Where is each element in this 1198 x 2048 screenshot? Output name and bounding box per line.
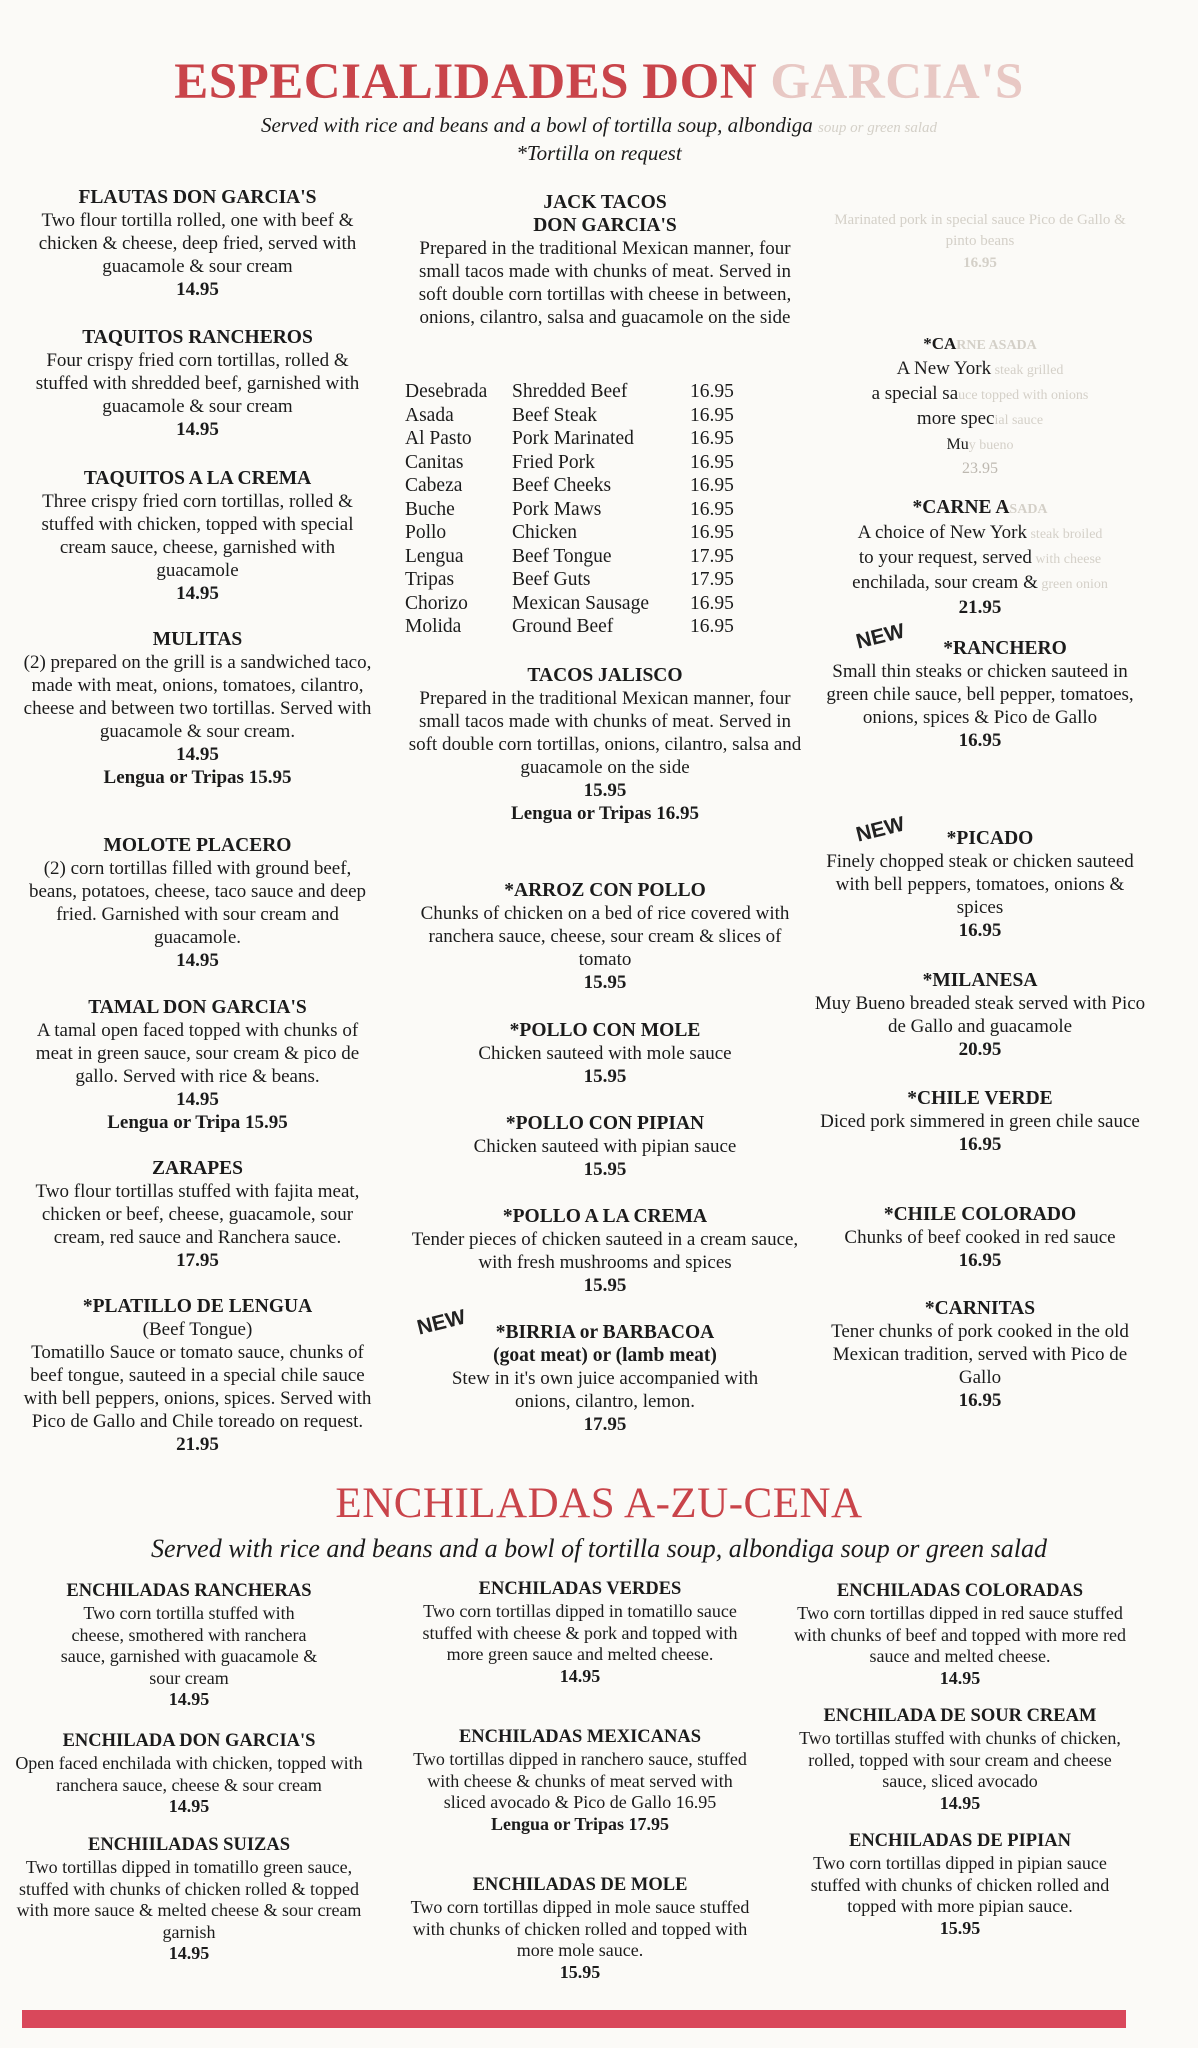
item-extra-price: Lengua or Tripas 15.95 [103, 767, 292, 788]
menu-item-pollo-con-pipian [405, 1112, 805, 1181]
item-price: 16.95 [958, 730, 1002, 751]
item-name: MULITAS [152, 629, 243, 650]
menu-item-ranchero [820, 637, 1140, 752]
item-name: TAQUITOS RANCHEROS [82, 327, 313, 348]
item-desc: Tomatillo Sauce or tomato sauce, chunks of beef tongue, sauteed in a special chile sauce with bell peppers, onions, spices. Served with Pico de Gallo and Chile toreado on request. [23, 1342, 372, 1432]
desc3-a: enchilada, sour cream & [852, 572, 1038, 593]
enchilada-de-mole [405, 1874, 755, 1983]
taco-price: 16.95 [690, 428, 734, 449]
item-name: ENCHILADAS COLORADAS [836, 1581, 1084, 1601]
taco-price: 16.95 [690, 498, 734, 520]
item-desc: Chunks of chicken on a bed of rice covered with ranchera sauce, cheese, sour cream & slices of tomato [420, 903, 790, 970]
item-price: 17.95 [176, 1250, 219, 1271]
item-name: ENCHILADA DE SOUR CREAM [823, 1706, 1097, 1726]
item-desc-line1 [820, 521, 1140, 546]
desc-b: steak grilled [991, 363, 1064, 378]
item-desc: Muy Bueno breaded steak served with Pico de Gallo and guacamole [814, 993, 1146, 1037]
item-name [820, 332, 1140, 357]
taco-row [405, 475, 750, 499]
item-price: 14.95 [176, 279, 219, 300]
enchilada-don-garcias [8, 1730, 370, 1818]
item-name: ENCHILADAS DE MOLE [472, 1875, 688, 1895]
item-name-2: DON GARCIA'S [533, 215, 677, 236]
menu-item-tacos-jalisco [405, 664, 805, 825]
enchilada-rancheras [8, 1580, 370, 1711]
menu-item-picado [820, 827, 1140, 942]
item-name: ENCHILADA DON GARCIA'S [62, 1731, 316, 1751]
menu-item-molote [20, 834, 375, 972]
taco-row [405, 452, 750, 476]
title-main: ESPECIALIDADES DON [174, 54, 771, 110]
new-badge: NEW [853, 619, 907, 654]
enchilada-sour-cream [790, 1705, 1130, 1814]
taco-row [405, 499, 750, 523]
menu-item-platillo-lengua [20, 1295, 375, 1456]
taco-spanish-name: Canitas [405, 451, 464, 473]
desc4-a: Mu [946, 436, 969, 453]
item-desc: Prepared in the traditional Mexican manner, four small tacos made with chunks of meat. Served in soft double corn tortillas with cheese in between, onions, cilantro, salsa and guacamole on the side [418, 238, 792, 328]
taco-spanish-name: Buche [405, 498, 455, 520]
item-name: ENCHIILADAS SUIZAS [87, 1835, 291, 1855]
menu-item-zarapes [20, 1157, 375, 1272]
item-desc: Chicken sauteed with mole sauce [478, 1043, 732, 1064]
taco-spanish-name: Chorizo [405, 592, 468, 614]
bottom-red-bar [22, 2010, 1126, 2028]
item-price: 17.95 [583, 1414, 627, 1435]
new-badge: NEW [414, 1305, 468, 1340]
item-name: *POLLO CON MOLE [509, 1020, 701, 1041]
enchilada-de-pipian [790, 1830, 1130, 1939]
desc2-a: to your request, served [858, 547, 1032, 568]
item-desc-line2 [820, 546, 1140, 571]
subtitle-main: Served with rice and beans and a bowl of tortilla soup, albondiga [260, 113, 819, 137]
item-desc-line4 [820, 432, 1140, 457]
enchiladas-title: ENCHILADAS A-ZU-CENA [335, 1480, 863, 1527]
taco-row [405, 593, 750, 617]
item-desc-line3 [820, 407, 1140, 432]
item-price: 14.95 [168, 1796, 210, 1816]
desc3-b: ial sauce [994, 413, 1044, 428]
item-desc: Stew in it's own juice accompanied with onions, cilantro, lemon. [451, 1368, 759, 1412]
taco-price: 17.95 [690, 569, 734, 590]
item-price: 15.95 [583, 972, 627, 993]
item-name: *CARNITAS [924, 1298, 1036, 1319]
taco-english-name: Fried Pork [512, 451, 595, 473]
menu-item-pollo-con-mole [405, 1019, 805, 1088]
item-price: 16.95 [958, 1390, 1002, 1411]
menu-item-chile-colorado [815, 1203, 1145, 1272]
item-desc: Two tortillas stuffed with chunks of chicken, rolled, topped with sour cream and cheese sauce, sliced avocado [799, 1728, 1121, 1791]
item-desc: Tener chunks of pork cooked in the old Mexican tradition, served with Pico de Gallo [831, 1321, 1129, 1388]
item-name: *POLLO CON PIPIAN [505, 1113, 705, 1134]
subtitle-faded: soup or green salad [818, 120, 938, 136]
item-price: 14.95 [176, 583, 219, 604]
item-price: 15.95 [939, 1917, 981, 1938]
item-name: *ARROZ CON POLLO [504, 880, 706, 901]
jack-tacos-table [405, 381, 750, 640]
enchilada-mexicanas [405, 1726, 755, 1835]
taco-price: 16.95 [690, 475, 734, 496]
taco-english-name: Pork Marinated [512, 428, 634, 449]
item-price: 16.95 [958, 1250, 1002, 1271]
menu-item-arroz-con-pollo [405, 879, 805, 994]
item-price: 14.95 [939, 1792, 981, 1813]
item-name [820, 496, 1140, 521]
item-sub: (goat meat) or (lamb meat) [493, 1345, 717, 1366]
item-desc: Tender pieces of chicken sauteed in a cream sauce, with fresh mushrooms and spices [411, 1229, 799, 1273]
item-price: 14.95 [168, 1943, 210, 1963]
taco-spanish-name: Al Pasto [405, 428, 472, 449]
item-name: FLAUTAS DON GARCIA'S [78, 187, 317, 208]
menu-item-milanesa [810, 969, 1150, 1061]
menu-item-carne-asada-ny [820, 332, 1140, 480]
item-name: *CHILE COLORADO [883, 1204, 1077, 1225]
item-name: ENCHILADAS VERDES [478, 1579, 682, 1599]
taco-price: 16.95 [690, 522, 734, 543]
item-name-b: SADA [1009, 502, 1048, 517]
item-name: TAQUITOS A LA CREMA [83, 468, 312, 489]
menu-item-carnitas [820, 1297, 1140, 1412]
item-price: 15.95 [583, 1159, 627, 1180]
item-desc: Four crispy fried corn tortillas, rolled & stuffed with shredded beef, garnished with guacamole & sour cream [35, 350, 360, 417]
menu-item-birria [405, 1321, 805, 1436]
taco-english-name: Beef Guts [512, 569, 591, 590]
taco-spanish-name: Asada [405, 404, 454, 426]
item-sub: (Beef Tongue) [142, 1319, 253, 1340]
item-desc: Two corn tortillas dipped in red sauce stuffed with chunks of beef and topped with more red sauce and melted cheese. [794, 1603, 1126, 1666]
menu-item-tamal [20, 996, 375, 1134]
title-faded: GARCIA'S [770, 54, 1024, 110]
desc2-b: uce topped with onions [958, 388, 1089, 403]
item-name: ENCHILADAS RANCHERAS [66, 1581, 312, 1601]
item-price: 14.95 [176, 744, 219, 765]
item-name: JACK TACOS [543, 192, 667, 213]
item-desc: A tamal open faced topped with chunks of meat in green sauce, sour cream & pico de gallo. Served with rice & beans. [35, 1020, 360, 1087]
item-price: 21.95 [958, 597, 1002, 618]
taco-spanish-name: Tripas [405, 569, 455, 590]
item-price: 14.95 [168, 1689, 210, 1709]
item-name-a: *CARNE A [912, 497, 1010, 518]
item-name: *BIRRIA or BARBACOA [495, 1322, 715, 1343]
enchilada-suizas [8, 1834, 370, 1965]
especialidades-title [0, 52, 1198, 112]
item-desc: (2) prepared on the grill is a sandwiched taco, made with meat, onions, tomatoes, cilantro, cheese and between two tortillas. Served with guacamole & sour cream. [23, 652, 372, 742]
item-desc: Two tortillas dipped in tomatillo green sauce, stuffed with chunks of chicken rolled & topped with more sauce & melted cheese & sour cream garnish [16, 1857, 362, 1942]
item-name: MOLOTE PLACERO [103, 835, 292, 856]
taco-spanish-name: Lengua [405, 545, 464, 567]
menu-item-chile-verde [820, 1087, 1140, 1156]
item-name: *MILANESA [922, 970, 1038, 991]
taco-spanish-name: Pollo [405, 522, 447, 543]
taco-row [405, 616, 750, 640]
taco-english-name: Mexican Sausage [512, 592, 649, 614]
taco-price: 16.95 [690, 616, 734, 637]
menu-item-taquitos-rancheros [20, 326, 375, 441]
menu-item-jack-tacos [405, 191, 805, 329]
item-price: 14.95 [939, 1667, 981, 1688]
item-desc-line1 [820, 357, 1140, 382]
item-desc-line2 [820, 382, 1140, 407]
item-desc: (2) corn tortillas filled with ground beef, beans, potatoes, cheese, taco sauce and deep fried. Garnished with sour cream and guacamole. [28, 858, 367, 948]
item-desc: Two corn tortillas dipped in mole sauce stuffed with chunks of chicken rolled and topped with more mole sauce. [410, 1897, 750, 1960]
item-name: ENCHILADAS MEXICANAS [458, 1727, 702, 1747]
item-price: 15.95 [583, 1275, 627, 1296]
item-name-b: RNE ASADA [956, 338, 1037, 353]
menu-item-flautas [20, 186, 375, 301]
desc-a: A choice of New York [857, 522, 1027, 543]
item-price: 23.95 [962, 460, 998, 477]
enchiladas-subtitle: Served with rice and beans and a bowl of tortilla soup, albondiga soup or green salad [150, 1534, 1047, 1563]
item-price: 16.95 [958, 920, 1002, 941]
new-badge: NEW [853, 812, 907, 847]
especialidades-subtitle [0, 112, 1198, 141]
item-desc: Marinated pork in special sauce Pico de Gallo & pinto beans [834, 212, 1126, 249]
tortilla-note: *Tortilla on request [516, 141, 682, 165]
desc2-a: a special sa [871, 383, 959, 404]
taco-spanish-name: Molida [405, 616, 462, 637]
item-price: 15.95 [559, 1961, 601, 1982]
taco-english-name: Shredded Beef [512, 381, 628, 402]
desc3-a: more spec [916, 408, 995, 429]
taco-price: 16.95 [690, 381, 734, 402]
taco-row [405, 428, 750, 452]
item-name: TACOS JALISCO [527, 665, 683, 686]
item-price: 21.95 [176, 1434, 219, 1455]
taco-english-name: Pork Maws [512, 498, 602, 520]
taco-row [405, 569, 750, 593]
taco-row [405, 381, 750, 405]
taco-row [405, 522, 750, 546]
item-name: *RANCHERO [943, 638, 1067, 659]
item-name: *PLATILLO DE LENGUA [82, 1296, 313, 1317]
item-name: *PICADO [946, 828, 1034, 849]
item-price: 14.95 [176, 419, 219, 440]
item-desc: Two flour tortillas stuffed with fajita meat, chicken or beef, cheese, guacamole, sour cream, red sauce and Ranchera sauce. [35, 1181, 360, 1248]
desc2-b: with cheese [1031, 552, 1102, 567]
menu-item-carne-asada [820, 496, 1140, 619]
item-name: ZARAPES [151, 1158, 244, 1179]
item-desc: Three crispy fried corn tortillas, rolled & stuffed with chicken, topped with special cream sauce, cheese, garnished with guacamole [41, 491, 354, 581]
item-price: 14.95 [176, 1089, 219, 1110]
menu-item-mulitas [20, 628, 375, 789]
menu-item-faded-top [820, 210, 1140, 275]
menu-item-taquitos-crema [20, 467, 375, 605]
desc3-b: green onion [1037, 577, 1108, 592]
enchilada-verdes [405, 1578, 755, 1687]
taco-price: 16.95 [690, 451, 734, 473]
desc-a: A New York [896, 358, 992, 379]
item-price: 20.95 [958, 1039, 1002, 1060]
item-price: 16.95 [958, 1134, 1002, 1155]
taco-price: 16.95 [690, 404, 734, 426]
taco-spanish-name: Desebrada [405, 381, 488, 402]
item-name: TAMAL DON GARCIA'S [88, 997, 307, 1018]
enchilada-coloradas [790, 1580, 1130, 1689]
taco-english-name: Ground Beef [512, 616, 614, 637]
taco-english-name: Beef Cheeks [512, 475, 612, 496]
item-desc: Small thin steaks or chicken sauteed in green chile sauce, bell pepper, tomatoes, onions, spices & Pico de Gallo [826, 661, 1134, 728]
item-extra-price: Lengua or Tripas 16.95 [511, 803, 699, 824]
item-name: ENCHILADAS DE PIPIAN [848, 1831, 1072, 1851]
item-desc-line3 [820, 571, 1140, 596]
item-price: 14.95 [176, 950, 219, 971]
taco-row [405, 546, 750, 570]
desc-b: steak broiled [1026, 527, 1103, 542]
item-name: *CHILE VERDE [907, 1088, 1053, 1109]
item-desc: Two corn tortilla stuffed with cheese, smothered with ranchera sauce, garnished with guacamole & sour cream [60, 1603, 318, 1688]
item-desc: Two tortillas dipped in ranchero sauce, stuffed with cheese & chunks of meat served with sliced avocado & Pico de Gallo 16.95 [413, 1749, 747, 1812]
menu-item-pollo-a-la-crema [405, 1205, 805, 1297]
item-desc: Two flour tortilla rolled, one with beef & chicken & cheese, deep fried, served with guacamole & sour cream [38, 210, 357, 277]
item-desc: Chicken sauteed with pipian sauce [473, 1136, 737, 1157]
taco-price: 17.95 [690, 545, 734, 567]
taco-row [405, 405, 750, 429]
item-desc: Finely chopped steak or chicken sauteed with bell peppers, tomatoes, onions & spices [826, 851, 1134, 918]
item-extra-price: Lengua or Tripa 15.95 [107, 1112, 288, 1133]
item-desc: Prepared in the traditional Mexican manner, four small tacos made with chunks of meat. Served in soft double corn tortillas, onions, cilantro, salsa and guacamole on the side [408, 688, 802, 778]
item-price: 15.95 [583, 780, 627, 801]
item-desc: Open faced enchilada with chicken, topped with ranchera sauce, cheese & sour cream [15, 1753, 363, 1795]
item-price: 15.95 [583, 1066, 627, 1087]
item-desc: Diced pork simmered in green chile sauce [820, 1111, 1140, 1132]
item-price: Lengua or Tripas 17.95 [490, 1813, 670, 1834]
item-desc: Two corn tortillas dipped in tomatillo sauce stuffed with cheese & pork and topped with more green sauce and melted cheese. [422, 1601, 738, 1664]
taco-english-name: Beef Steak [512, 404, 598, 426]
taco-price: 16.95 [690, 592, 734, 614]
item-price: 16.95 [963, 255, 997, 271]
item-name: *POLLO A LA CREMA [502, 1206, 708, 1227]
item-name-a: *CA [923, 334, 957, 353]
taco-english-name: Chicken [512, 522, 577, 543]
item-price: 14.95 [559, 1665, 601, 1686]
desc4-b: y bueno [968, 438, 1014, 453]
taco-spanish-name: Cabeza [405, 475, 463, 496]
item-desc: Chunks of beef cooked in red sauce [844, 1227, 1116, 1248]
taco-english-name: Beef Tongue [512, 545, 612, 567]
item-desc: Two corn tortillas dipped in pipian sauce stuffed with chunks of chicken rolled and topped with more pipian sauce. [810, 1853, 1110, 1916]
